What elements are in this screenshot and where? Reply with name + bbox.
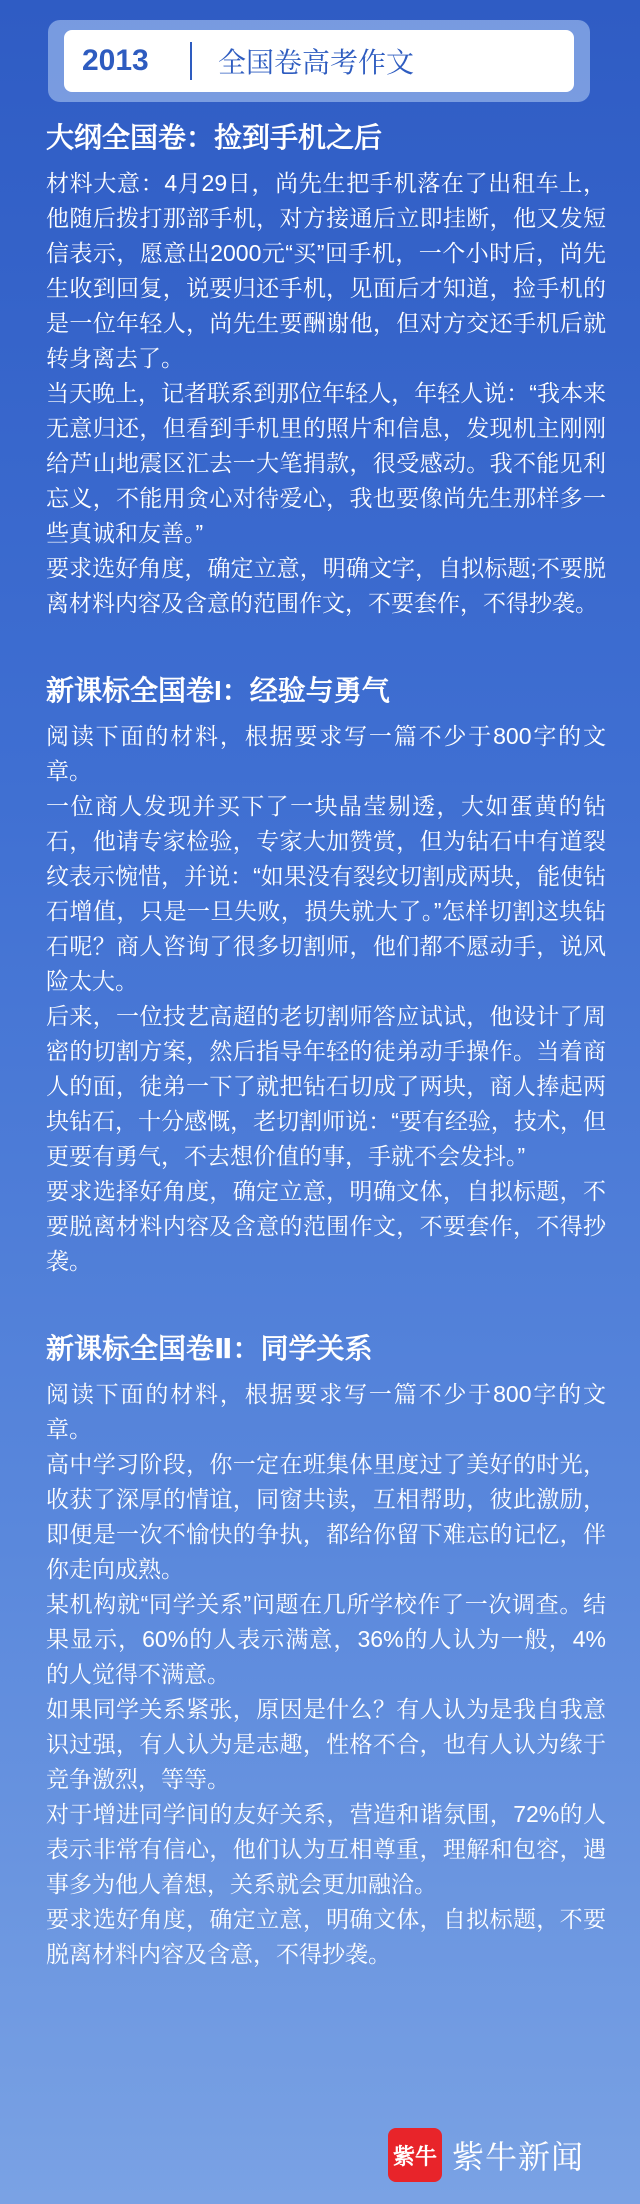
section-daigang	[46, 118, 606, 621]
header-year: 2013	[82, 44, 149, 77]
section-paragraph: 后来，一位技艺高超的老切割师答应试试，他设计了周密的切割方案，然后指导年轻的徒弟动手操作。当着商人的面，徒弟一下了就把钻石切成了两块，商人捧起两块钻石，十分感慨，老切割师说：“要有经验，技术，但更要有勇气，不去想价值的事，手就不会发抖。”	[46, 1003, 606, 1169]
section-paragraph: 材料大意：4月29日，尚先生把手机落在了出租车上，他随后拨打那部手机，对方接通后立即挂断，他又发短信表示，愿意出2000元“买”回手机，一个小时后，尚先生收到回复，说要归还手机，见面后才知道，捡手机的是一位年轻人，尚先生要酬谢他，但对方交还手机后就转身离去了。	[46, 170, 606, 371]
section-paragraph: 要求选择好角度，确定立意，明确文体，自拟标题，不要脱离材料内容及含意的范围作文，不要套作，不得抄袭。	[46, 1178, 606, 1274]
section-paragraph: 如果同学关系紧张，原因是什么？有人认为是我自我意识过强，有人认为是志趣，性格不合，也有人认为缘于竞争激烈，等等。	[46, 1696, 606, 1792]
section-paragraph: 某机构就“同学关系”问题在几所学校作了一次调查。结果显示，60%的人表示满意，36%的人认为一般，4%的人觉得不满意。	[46, 1591, 606, 1687]
section-paragraph: 当天晚上，记者联系到那位年轻人，年轻人说：“我本来无意归还，但看到手机里的照片和信息，发现机主刚刚给芦山地震区汇去一大笔捐款，很受感动。我不能见利忘义，不能用贪心对待爱心，我也要像尚先生那样多一些真诚和友善。”	[46, 380, 606, 546]
section-paragraph: 要求选好角度，确定立意，明确文体，自拟标题，不要脱离材料内容及含意，不得抄袭。	[46, 1906, 606, 1967]
section-heading: 新课标全国卷I：经验与勇气	[46, 675, 390, 706]
section-xinkebiao-2	[46, 1329, 606, 1972]
section-heading: 新课标全国卷Ⅱ：同学关系	[46, 1333, 373, 1364]
section-paragraph: 阅读下面的材料，根据要求写一篇不少于800字的文章。	[46, 1381, 606, 1442]
section-paragraph: 阅读下面的材料，根据要求写一篇不少于800字的文章。	[46, 723, 606, 784]
section-paragraph: 高中学习阶段，你一定在班集体里度过了美好的时光，收获了深厚的情谊，同窗共读，互相帮助，彼此激励，即便是一次不愉快的争执，都给你留下难忘的记忆，伴你走向成熟。	[46, 1451, 606, 1582]
section-paragraph: 对于增进同学间的友好关系，营造和谐氛围，72%的人表示非常有信心，他们认为互相尊重，理解和包容，遇事多为他人着想，关系就会更加融洽。	[46, 1801, 606, 1897]
section-heading: 大纲全国卷：捡到手机之后	[46, 122, 383, 153]
section-paragraph: 要求选好角度，确定立意，明确文字，自拟标题;不要脱离材料内容及含意的范围作文，不要套作，不得抄袭。	[46, 555, 606, 616]
header-banner	[64, 30, 574, 92]
zniu-logo-icon: 紫牛	[388, 2128, 442, 2182]
header-divider	[190, 42, 192, 80]
watermark-text: 紫牛新闻	[452, 2138, 585, 2176]
essay-content	[46, 118, 606, 2022]
watermark	[388, 2126, 584, 2184]
section-xinkebiao-1	[46, 671, 606, 1279]
section-paragraph: 一位商人发现并买下了一块晶莹剔透，大如蛋黄的钻石，他请专家检验，专家大加赞赏，但为钻石中有道裂纹表示惋惜，并说：“如果没有裂纹切割成两块，能使钻石增值，只是一旦失败，损失就大了。”怎样切割这块钻石呢？商人咨询了很多切割师，他们都不愿动手，说风险太大。	[46, 793, 606, 994]
header-title: 全国卷高考作文	[218, 47, 415, 78]
